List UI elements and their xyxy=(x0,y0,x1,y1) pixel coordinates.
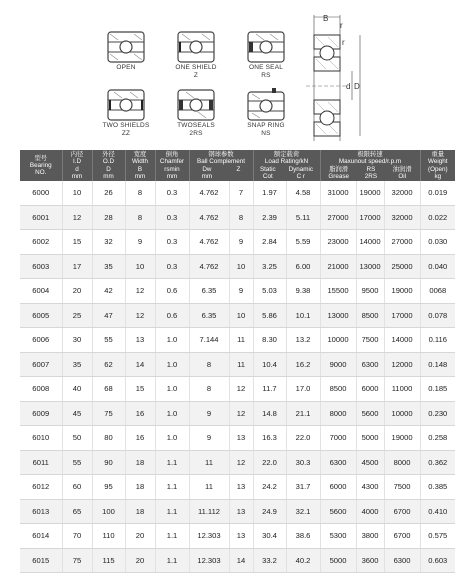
table-header-row xyxy=(20,150,455,181)
cell-width: 16 xyxy=(125,426,155,451)
table-body xyxy=(20,181,455,573)
cell-ball-z: 10 xyxy=(229,303,253,328)
cell-outer-diameter: 90 xyxy=(92,450,125,475)
cell-grease-speed: 13000 xyxy=(320,303,356,328)
cell-dynamic-load: 13.2 xyxy=(286,328,320,353)
cell-dynamic-load: 40.2 xyxy=(286,548,320,573)
table-row xyxy=(20,328,455,353)
cell-inner-diameter: 25 xyxy=(62,303,92,328)
cell-chamfer: 1.0 xyxy=(155,352,189,377)
cell-static-load: 24.9 xyxy=(253,499,286,524)
cross-section-diagram xyxy=(300,5,370,145)
cell-grease-speed: 23000 xyxy=(320,230,356,255)
cell-dynamic-load: 31.7 xyxy=(286,475,320,500)
cell-weight: 0.362 xyxy=(420,450,455,475)
table-row xyxy=(20,475,455,500)
cell-ball-z: 13 xyxy=(229,499,253,524)
cell-inner-diameter: 10 xyxy=(62,181,92,205)
inner-diameter-label: d xyxy=(346,82,351,91)
seal-two-seals-code: 2RS xyxy=(189,130,203,137)
cell-grease-speed: 7000 xyxy=(320,426,356,451)
open-bearing-icon xyxy=(106,30,146,64)
cell-oil-speed: 19000 xyxy=(384,279,420,304)
cell-chamfer: 0.6 xyxy=(155,303,189,328)
seal-two-seals xyxy=(166,88,226,138)
cell-chamfer: 0.6 xyxy=(155,279,189,304)
seal-two-seals-label: TWOSEALS xyxy=(177,122,215,129)
table-row xyxy=(20,401,455,426)
cell-2rs-speed: 13000 xyxy=(356,254,384,279)
cell-chamfer: 1.1 xyxy=(155,524,189,549)
cell-bearing-no: 6009 xyxy=(20,401,62,426)
cell-ball-dw: 11 xyxy=(189,450,229,475)
cell-grease-speed: 15500 xyxy=(320,279,356,304)
cell-grease-speed: 8500 xyxy=(320,377,356,402)
col-load-rating: 额定载荷 Load Rating/kN Static Cot Dynamic C r xyxy=(253,150,320,181)
cell-ball-dw: 8 xyxy=(189,352,229,377)
cell-chamfer: 0.3 xyxy=(155,230,189,255)
cell-static-load: 8.30 xyxy=(253,328,286,353)
cell-outer-diameter: 26 xyxy=(92,181,125,205)
cell-inner-diameter: 60 xyxy=(62,475,92,500)
cell-ball-dw: 6.35 xyxy=(189,279,229,304)
cell-inner-diameter: 45 xyxy=(62,401,92,426)
cell-ball-z: 9 xyxy=(229,230,253,255)
cell-2rs-speed: 17000 xyxy=(356,205,384,230)
cell-chamfer: 1.1 xyxy=(155,548,189,573)
col-bearing-no: 型号 Bearing NO. xyxy=(20,150,62,181)
cell-2rs-speed: 9500 xyxy=(356,279,384,304)
cell-ball-z: 12 xyxy=(229,377,253,402)
cell-static-load: 2.39 xyxy=(253,205,286,230)
cell-ball-z: 12 xyxy=(229,401,253,426)
cell-weight: 0.022 xyxy=(420,205,455,230)
seal-one-seal-label: ONE SEAL xyxy=(248,64,284,71)
cell-grease-speed: 5600 xyxy=(320,499,356,524)
cell-ball-dw: 7.144 xyxy=(189,328,229,353)
col-ball-z: Z xyxy=(236,165,241,173)
cell-chamfer: 1.1 xyxy=(155,499,189,524)
seal-one-seal xyxy=(236,30,296,80)
cell-weight: 0.185 xyxy=(420,377,455,402)
seal-snap-ring-code: NS xyxy=(261,130,271,137)
cell-static-load: 3.25 xyxy=(253,254,286,279)
cell-bearing-no: 6003 xyxy=(20,254,62,279)
seal-two-shields-label: TWO SHIELDS xyxy=(102,122,150,129)
seal-two-shields-code: ZZ xyxy=(121,130,131,137)
cell-outer-diameter: 115 xyxy=(92,548,125,573)
cell-grease-speed: 6300 xyxy=(320,450,356,475)
seal-snap-ring xyxy=(236,88,296,138)
cell-ball-dw: 11 xyxy=(189,475,229,500)
col-weight: 重量 Weight (Open) kg xyxy=(420,150,455,181)
cell-2rs-speed: 3800 xyxy=(356,524,384,549)
cell-static-load: 2.84 xyxy=(253,230,286,255)
cell-oil-speed: 32000 xyxy=(384,181,420,205)
cell-grease-speed: 21000 xyxy=(320,254,356,279)
table-row xyxy=(20,524,455,549)
cell-oil-speed: 8000 xyxy=(384,450,420,475)
cell-bearing-no: 6006 xyxy=(20,328,62,353)
cell-ball-z: 10 xyxy=(229,254,253,279)
cell-outer-diameter: 55 xyxy=(92,328,125,353)
cell-inner-diameter: 40 xyxy=(62,377,92,402)
cell-outer-diameter: 42 xyxy=(92,279,125,304)
cell-inner-diameter: 20 xyxy=(62,279,92,304)
two-seals-bearing-icon xyxy=(176,88,216,122)
cell-grease-speed: 5000 xyxy=(320,548,356,573)
cell-weight: 0.078 xyxy=(420,303,455,328)
cell-outer-diameter: 80 xyxy=(92,426,125,451)
table-row xyxy=(20,548,455,573)
seal-open xyxy=(96,30,156,72)
col-width: 宽度 Width B mm xyxy=(125,150,155,181)
cell-chamfer: 1.1 xyxy=(155,450,189,475)
seal-snap-ring-label: SNAP RING xyxy=(247,122,285,129)
cell-chamfer: 0.3 xyxy=(155,205,189,230)
cell-2rs-speed: 4000 xyxy=(356,499,384,524)
seal-two-shields xyxy=(96,88,156,138)
cell-static-load: 22.0 xyxy=(253,450,286,475)
cell-bearing-no: 6008 xyxy=(20,377,62,402)
cell-chamfer: 1.0 xyxy=(155,401,189,426)
table-row xyxy=(20,181,455,205)
cell-dynamic-load: 6.00 xyxy=(286,254,320,279)
cell-2rs-speed: 5600 xyxy=(356,401,384,426)
cell-grease-speed: 6000 xyxy=(320,475,356,500)
col-dynamic: Dynamic C r xyxy=(288,165,314,180)
table-row xyxy=(20,205,455,230)
bearing-cross-section xyxy=(300,5,370,145)
cell-chamfer: 1.0 xyxy=(155,328,189,353)
seal-one-shield xyxy=(166,30,226,80)
cell-dynamic-load: 16.2 xyxy=(286,352,320,377)
cell-dynamic-load: 30.3 xyxy=(286,450,320,475)
cell-bearing-no: 6011 xyxy=(20,450,62,475)
cell-outer-diameter: 47 xyxy=(92,303,125,328)
cell-static-load: 24.2 xyxy=(253,475,286,500)
cell-chamfer: 0.3 xyxy=(155,254,189,279)
cell-oil-speed: 10000 xyxy=(384,401,420,426)
cell-ball-dw: 6.35 xyxy=(189,303,229,328)
cell-ball-dw: 11.112 xyxy=(189,499,229,524)
cell-width: 12 xyxy=(125,303,155,328)
cell-dynamic-load: 22.0 xyxy=(286,426,320,451)
table-row xyxy=(20,377,455,402)
cell-inner-diameter: 65 xyxy=(62,499,92,524)
cell-ball-z: 12 xyxy=(229,450,253,475)
cell-ball-z: 7 xyxy=(229,181,253,205)
col-speed: 极限转速 Maxunout speed/r.p.m 脂润滑 Grease RS 2RS 油润滑 Oil xyxy=(320,150,420,181)
cell-width: 18 xyxy=(125,499,155,524)
col-2rs: RS 2RS xyxy=(364,165,378,180)
table-row xyxy=(20,279,455,304)
cell-inner-diameter: 17 xyxy=(62,254,92,279)
cell-2rs-speed: 6300 xyxy=(356,352,384,377)
cell-dynamic-load: 17.0 xyxy=(286,377,320,402)
cell-grease-speed: 10000 xyxy=(320,328,356,353)
cell-width: 18 xyxy=(125,475,155,500)
cell-width: 14 xyxy=(125,352,155,377)
two-shields-bearing-icon xyxy=(106,88,146,122)
cell-static-load: 16.3 xyxy=(253,426,286,451)
cell-static-load: 30.4 xyxy=(253,524,286,549)
cell-oil-speed: 6700 xyxy=(384,524,420,549)
cell-chamfer: 1.0 xyxy=(155,377,189,402)
cell-chamfer: 0.3 xyxy=(155,181,189,205)
cell-bearing-no: 6000 xyxy=(20,181,62,205)
cell-outer-diameter: 35 xyxy=(92,254,125,279)
cell-static-load: 5.03 xyxy=(253,279,286,304)
table-row xyxy=(20,303,455,328)
cell-weight: 0.575 xyxy=(420,524,455,549)
cell-bearing-no: 6007 xyxy=(20,352,62,377)
cell-ball-dw: 9 xyxy=(189,426,229,451)
cell-weight: 0.385 xyxy=(420,475,455,500)
cell-ball-dw: 4.762 xyxy=(189,181,229,205)
cell-bearing-no: 6002 xyxy=(20,230,62,255)
cell-bearing-no: 6005 xyxy=(20,303,62,328)
cell-weight: 0.410 xyxy=(420,499,455,524)
cell-inner-diameter: 75 xyxy=(62,548,92,573)
cell-2rs-speed: 5000 xyxy=(356,426,384,451)
table-row xyxy=(20,230,455,255)
cell-dynamic-load: 4.58 xyxy=(286,181,320,205)
cell-static-load: 14.8 xyxy=(253,401,286,426)
cell-width: 9 xyxy=(125,230,155,255)
outer-diameter-label: D xyxy=(354,82,360,91)
cell-width: 15 xyxy=(125,377,155,402)
cell-oil-speed: 32000 xyxy=(384,205,420,230)
cell-dynamic-load: 10.1 xyxy=(286,303,320,328)
table-row xyxy=(20,426,455,451)
cell-chamfer: 1.1 xyxy=(155,475,189,500)
cell-weight: 0.603 xyxy=(420,548,455,573)
cell-2rs-speed: 7500 xyxy=(356,328,384,353)
cell-outer-diameter: 75 xyxy=(92,401,125,426)
col-chamfer: 倒角 Chamfer rsmin mm xyxy=(155,150,189,181)
cell-outer-diameter: 68 xyxy=(92,377,125,402)
seal-one-seal-code: RS xyxy=(261,72,271,79)
cell-inner-diameter: 70 xyxy=(62,524,92,549)
cell-outer-diameter: 100 xyxy=(92,499,125,524)
cell-outer-diameter: 95 xyxy=(92,475,125,500)
cell-static-load: 33.2 xyxy=(253,548,286,573)
cell-outer-diameter: 110 xyxy=(92,524,125,549)
cell-ball-z: 13 xyxy=(229,426,253,451)
chamfer-label-side: r xyxy=(342,38,345,47)
width-label-b: B xyxy=(323,14,329,23)
cell-static-load: 10.4 xyxy=(253,352,286,377)
cell-weight: 0.148 xyxy=(420,352,455,377)
cell-weight: 0.019 xyxy=(420,181,455,205)
cell-static-load: 11.7 xyxy=(253,377,286,402)
cell-width: 20 xyxy=(125,548,155,573)
cell-inner-diameter: 30 xyxy=(62,328,92,353)
cell-2rs-speed: 14000 xyxy=(356,230,384,255)
bearing-spec-table xyxy=(20,150,455,573)
cell-ball-z: 14 xyxy=(229,548,253,573)
one-shield-bearing-icon xyxy=(176,30,216,64)
table-row xyxy=(20,254,455,279)
cell-oil-speed: 17000 xyxy=(384,303,420,328)
cell-2rs-speed: 6000 xyxy=(356,377,384,402)
col-grease: 脂润滑 Grease xyxy=(328,165,350,180)
seal-open-label: OPEN xyxy=(116,64,136,71)
table-row xyxy=(20,450,455,475)
cell-oil-speed: 7500 xyxy=(384,475,420,500)
cell-dynamic-load: 32.1 xyxy=(286,499,320,524)
cell-outer-diameter: 62 xyxy=(92,352,125,377)
cell-weight: 0.116 xyxy=(420,328,455,353)
cell-inner-diameter: 35 xyxy=(62,352,92,377)
col-outer-diameter: 外径 O.D D mm xyxy=(92,150,125,181)
cell-width: 12 xyxy=(125,279,155,304)
cell-dynamic-load: 5.11 xyxy=(286,205,320,230)
cell-dynamic-load: 5.59 xyxy=(286,230,320,255)
chamfer-label-top: r xyxy=(340,21,343,30)
table-row xyxy=(20,499,455,524)
cell-width: 8 xyxy=(125,181,155,205)
cell-2rs-speed: 4500 xyxy=(356,450,384,475)
cell-ball-dw: 4.762 xyxy=(189,205,229,230)
cell-outer-diameter: 32 xyxy=(92,230,125,255)
cell-oil-speed: 6700 xyxy=(384,499,420,524)
cell-oil-speed: 12000 xyxy=(384,352,420,377)
cell-static-load: 1.97 xyxy=(253,181,286,205)
cell-ball-z: 13 xyxy=(229,475,253,500)
cell-weight: 0.258 xyxy=(420,426,455,451)
cell-oil-speed: 25000 xyxy=(384,254,420,279)
cell-grease-speed: 27000 xyxy=(320,205,356,230)
cell-grease-speed: 31000 xyxy=(320,181,356,205)
cell-bearing-no: 6012 xyxy=(20,475,62,500)
cell-inner-diameter: 55 xyxy=(62,450,92,475)
snap-ring-bearing-icon xyxy=(246,88,286,122)
cell-2rs-speed: 4300 xyxy=(356,475,384,500)
cell-bearing-no: 6001 xyxy=(20,205,62,230)
cell-ball-dw: 12.303 xyxy=(189,548,229,573)
cell-2rs-speed: 19000 xyxy=(356,181,384,205)
cell-bearing-no: 6013 xyxy=(20,499,62,524)
cell-grease-speed: 8000 xyxy=(320,401,356,426)
cell-bearing-no: 6015 xyxy=(20,548,62,573)
cell-bearing-no: 6014 xyxy=(20,524,62,549)
one-seal-bearing-icon xyxy=(246,30,286,64)
cell-ball-z: 13 xyxy=(229,524,253,549)
col-ball-dw: Dw mm xyxy=(201,165,213,180)
cell-chamfer: 1.0 xyxy=(155,426,189,451)
cell-oil-speed: 14000 xyxy=(384,328,420,353)
cell-grease-speed: 9000 xyxy=(320,352,356,377)
cell-dynamic-load: 21.1 xyxy=(286,401,320,426)
cell-static-load: 5.86 xyxy=(253,303,286,328)
cell-bearing-no: 6010 xyxy=(20,426,62,451)
cell-oil-speed: 6300 xyxy=(384,548,420,573)
cell-outer-diameter: 28 xyxy=(92,205,125,230)
seal-one-shield-code: Z xyxy=(193,72,199,79)
cell-weight: 0068 xyxy=(420,279,455,304)
cell-ball-z: 11 xyxy=(229,328,253,353)
col-inner-diameter: 内径 I.D d mm xyxy=(62,150,92,181)
cell-ball-dw: 4.762 xyxy=(189,254,229,279)
cell-dynamic-load: 9.38 xyxy=(286,279,320,304)
cell-2rs-speed: 8500 xyxy=(356,303,384,328)
col-ball-complement: 钢球参数 Ball Complement Dw mm Z xyxy=(189,150,253,181)
cell-inner-diameter: 15 xyxy=(62,230,92,255)
seal-one-shield-label: ONE SHIELD xyxy=(175,64,217,71)
cell-width: 16 xyxy=(125,401,155,426)
col-static: Static Cot xyxy=(259,165,276,180)
cell-oil-speed: 19000 xyxy=(384,426,420,451)
cell-width: 13 xyxy=(125,328,155,353)
cell-inner-diameter: 50 xyxy=(62,426,92,451)
cell-oil-speed: 27000 xyxy=(384,230,420,255)
cell-width: 10 xyxy=(125,254,155,279)
table-row xyxy=(20,352,455,377)
cell-ball-dw: 12.303 xyxy=(189,524,229,549)
cell-oil-speed: 11000 xyxy=(384,377,420,402)
cell-weight: 0.230 xyxy=(420,401,455,426)
cell-ball-z: 11 xyxy=(229,352,253,377)
cell-2rs-speed: 3600 xyxy=(356,548,384,573)
cell-inner-diameter: 12 xyxy=(62,205,92,230)
seal-type-diagrams xyxy=(96,0,296,145)
cell-grease-speed: 5300 xyxy=(320,524,356,549)
col-oil: 油润滑 Oil xyxy=(392,165,412,180)
cell-dynamic-load: 38.6 xyxy=(286,524,320,549)
cell-width: 8 xyxy=(125,205,155,230)
cell-width: 20 xyxy=(125,524,155,549)
cell-width: 18 xyxy=(125,450,155,475)
cell-bearing-no: 6004 xyxy=(20,279,62,304)
cell-ball-z: 8 xyxy=(229,205,253,230)
cell-ball-dw: 9 xyxy=(189,401,229,426)
cell-weight: 0.030 xyxy=(420,230,455,255)
cell-ball-z: 9 xyxy=(229,279,253,304)
cell-ball-dw: 4.762 xyxy=(189,230,229,255)
cell-ball-dw: 8 xyxy=(189,377,229,402)
cell-weight: 0.040 xyxy=(420,254,455,279)
